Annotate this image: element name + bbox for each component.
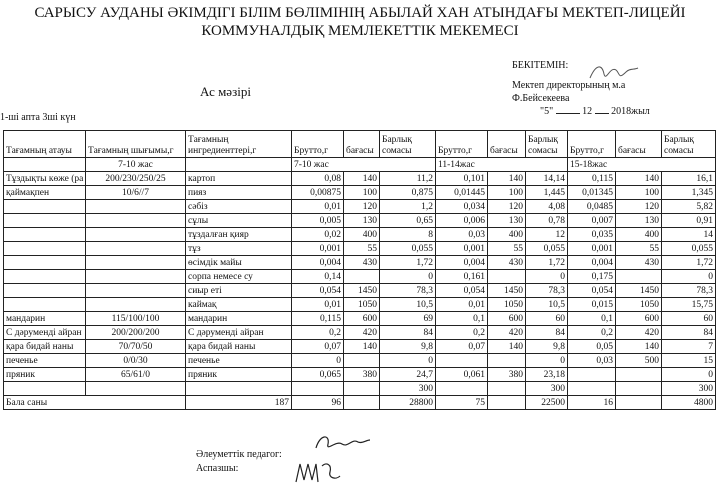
age-group-yield: 7-10 жас bbox=[86, 158, 186, 172]
age-group-row bbox=[4, 158, 716, 172]
cell-p3: 500 bbox=[616, 354, 662, 368]
cell-p1: 120 bbox=[344, 200, 380, 214]
cell-g1: 0,08 bbox=[292, 172, 344, 186]
cell-yield bbox=[86, 284, 186, 298]
cell-p2: 1050 bbox=[488, 298, 526, 312]
cell-s3: 0,055 bbox=[662, 242, 716, 256]
cell-p1: 380 bbox=[344, 368, 380, 382]
cell-dish bbox=[4, 284, 86, 298]
col-price-2: бағасы bbox=[488, 131, 526, 158]
cell-g2: 0,01 bbox=[436, 298, 488, 312]
cell-s2: 12 bbox=[526, 228, 568, 242]
col-yield: Тағамның шығымы,г bbox=[86, 131, 186, 158]
cell-p1 bbox=[344, 354, 380, 368]
cell-g1 bbox=[292, 382, 344, 396]
cell-s3: 0 bbox=[662, 368, 716, 382]
cell-p2: 380 bbox=[488, 368, 526, 382]
cell-g3: 0,2 bbox=[568, 326, 616, 340]
children-count-row bbox=[4, 396, 716, 410]
cell-p1: 140 bbox=[344, 172, 380, 186]
cell-g1: 0 bbox=[292, 354, 344, 368]
cell-p3: 400 bbox=[616, 228, 662, 242]
cell-s1: 1,72 bbox=[380, 256, 436, 270]
cell-s3: 0 bbox=[662, 270, 716, 284]
cell-p2: 1450 bbox=[488, 284, 526, 298]
cell-g2 bbox=[436, 382, 488, 396]
cell-yield bbox=[86, 242, 186, 256]
cell-p2: 55 bbox=[488, 242, 526, 256]
cell-s1: 0 bbox=[380, 354, 436, 368]
cell-ing: С дәрумендi айран bbox=[186, 326, 292, 340]
table-header-row bbox=[4, 131, 716, 158]
cell-ing: өсімдік майы bbox=[186, 256, 292, 270]
cell-dish: пряник bbox=[4, 368, 86, 382]
cell-g3: 0,001 bbox=[568, 242, 616, 256]
cell-s1: 300 bbox=[380, 382, 436, 396]
cell-s2: 0 bbox=[526, 354, 568, 368]
menu-title: Ас мәзірі bbox=[200, 84, 251, 99]
cell-s2: 1,445 bbox=[526, 186, 568, 200]
cell-g1: 0,00875 bbox=[292, 186, 344, 200]
col-total-3: Барлық сомасы bbox=[662, 131, 716, 158]
cell-p1: 130 bbox=[344, 214, 380, 228]
cell-yield: 200/230/250/25 bbox=[86, 172, 186, 186]
cell-p3: 140 bbox=[616, 172, 662, 186]
cell-dish: Тұздықты көже (ра bbox=[4, 172, 86, 186]
cell-s3: 16,1 bbox=[662, 172, 716, 186]
col-total-2: Барлық сомасы bbox=[526, 131, 568, 158]
cell-s2: 300 bbox=[526, 382, 568, 396]
cell-s3: 84 bbox=[662, 326, 716, 340]
age-group-3: 15-18жас bbox=[568, 158, 716, 172]
cell-s1: 0,875 bbox=[380, 186, 436, 200]
cell-ing: сұлы bbox=[186, 214, 292, 228]
cell-yield: 0/0/30 bbox=[86, 354, 186, 368]
cell-s2: 0,78 bbox=[526, 214, 568, 228]
cell-p3: 1050 bbox=[616, 298, 662, 312]
col-total-1: Барлық сомасы bbox=[380, 131, 436, 158]
cell-p2: 130 bbox=[488, 214, 526, 228]
week-label: 1-ші апта 3ші күн bbox=[0, 112, 76, 123]
approval-date-day: "5" bbox=[540, 106, 554, 117]
table-row bbox=[4, 186, 716, 200]
cell-g2: 0,161 bbox=[436, 270, 488, 284]
cell-ing: пияз bbox=[186, 186, 292, 200]
cell-p1: 430 bbox=[344, 256, 380, 270]
cell-yield bbox=[86, 200, 186, 214]
cell-p3 bbox=[616, 382, 662, 396]
cell-g1: 0,004 bbox=[292, 256, 344, 270]
cell-yield bbox=[86, 270, 186, 284]
cell-g3: 0,03 bbox=[568, 354, 616, 368]
age-group-2: 11-14жас bbox=[436, 158, 568, 172]
cell-p3: 1450 bbox=[616, 284, 662, 298]
cell-p1: 400 bbox=[344, 228, 380, 242]
cell-yield bbox=[86, 256, 186, 270]
cell-p1: 420 bbox=[344, 326, 380, 340]
cell-g2: 0,101 bbox=[436, 172, 488, 186]
cell-p3: 600 bbox=[616, 312, 662, 326]
col-ingredients: Тағамның ингредиенттері,г bbox=[186, 131, 292, 158]
cell-p2: 400 bbox=[488, 228, 526, 242]
cell-p3 bbox=[616, 270, 662, 284]
cell-s3: 7 bbox=[662, 340, 716, 354]
approval-date bbox=[540, 106, 720, 118]
cell-g1: 0,115 bbox=[292, 312, 344, 326]
children-count-3: 16 bbox=[568, 396, 616, 410]
cell-s2: 4,08 bbox=[526, 200, 568, 214]
cell-dish bbox=[4, 214, 86, 228]
cell-g1: 0,2 bbox=[292, 326, 344, 340]
cell-g1: 0,14 bbox=[292, 270, 344, 284]
cell-g2: 0,061 bbox=[436, 368, 488, 382]
table-row bbox=[4, 312, 716, 326]
cell-s2: 0,055 bbox=[526, 242, 568, 256]
cell-ing: тұз bbox=[186, 242, 292, 256]
cook-signature bbox=[292, 458, 342, 488]
cell-g2: 0,004 bbox=[436, 256, 488, 270]
cell-s1: 69 bbox=[380, 312, 436, 326]
cell-g2: 0,07 bbox=[436, 340, 488, 354]
col-gross-3: Брутто,г bbox=[568, 131, 616, 158]
cell-g3 bbox=[568, 368, 616, 382]
cell-g2: 0,01445 bbox=[436, 186, 488, 200]
cell-dish bbox=[4, 270, 86, 284]
cell-g1: 0,005 bbox=[292, 214, 344, 228]
cell-s2: 84 bbox=[526, 326, 568, 340]
cell-dish: печенье bbox=[4, 354, 86, 368]
table-row bbox=[4, 214, 716, 228]
cell-s2: 1,72 bbox=[526, 256, 568, 270]
table-row bbox=[4, 298, 716, 312]
school-title-line1: САРЫСУ АУДАНЫ ӘКІМДІГІ БІЛІМ БӨЛІМІНІҢ АБЫЛАЙ ХАН АТЫНДАҒЫ МЕКТЕП-ЛИЦЕЙІ bbox=[34, 5, 686, 21]
cell-s3: 0,91 bbox=[662, 214, 716, 228]
table-row bbox=[4, 368, 716, 382]
col-price-3: бағасы bbox=[616, 131, 662, 158]
cell-g2: 0,03 bbox=[436, 228, 488, 242]
cell-s3: 1,345 bbox=[662, 186, 716, 200]
cell-g1: 0,01 bbox=[292, 298, 344, 312]
cell-s2: 9,8 bbox=[526, 340, 568, 354]
cell-g2: 0,034 bbox=[436, 200, 488, 214]
cell-s1: 0 bbox=[380, 270, 436, 284]
cell-s1: 9,8 bbox=[380, 340, 436, 354]
cell-p1: 1050 bbox=[344, 298, 380, 312]
cell-p1: 600 bbox=[344, 312, 380, 326]
cell-g3: 0,05 bbox=[568, 340, 616, 354]
cell-p2: 140 bbox=[488, 172, 526, 186]
cell-g3 bbox=[568, 382, 616, 396]
cell-g2: 0,1 bbox=[436, 312, 488, 326]
approval-position: Мектеп директорының м.а bbox=[512, 80, 626, 91]
cell-s3: 15 bbox=[662, 354, 716, 368]
pedagogue-label: Әлеуметтік педагог: bbox=[196, 449, 282, 460]
cell-s1: 11,2 bbox=[380, 172, 436, 186]
cell-p2: 100 bbox=[488, 186, 526, 200]
cell-p1: 100 bbox=[344, 186, 380, 200]
cell-p1 bbox=[344, 382, 380, 396]
cell-g2: 0,006 bbox=[436, 214, 488, 228]
cell-p3: 430 bbox=[616, 256, 662, 270]
approval-name: Ф.Бейсекеева bbox=[512, 93, 570, 104]
cell-p3: 420 bbox=[616, 326, 662, 340]
cell-dish bbox=[4, 228, 86, 242]
col-gross-1: Брутто,г bbox=[292, 131, 344, 158]
cell-g3: 0,01345 bbox=[568, 186, 616, 200]
cell-g3: 0,175 bbox=[568, 270, 616, 284]
cell-g3: 0,035 bbox=[568, 228, 616, 242]
cell-g1: 0,07 bbox=[292, 340, 344, 354]
cell-p3: 130 bbox=[616, 214, 662, 228]
cell-p2: 140 bbox=[488, 340, 526, 354]
cell-ing: печенье bbox=[186, 354, 292, 368]
cell-s3: 5,82 bbox=[662, 200, 716, 214]
cell-dish bbox=[4, 242, 86, 256]
cell-s1: 1,2 bbox=[380, 200, 436, 214]
cell-g3: 0,115 bbox=[568, 172, 616, 186]
cell-p2: 120 bbox=[488, 200, 526, 214]
cell-ing bbox=[186, 382, 292, 396]
cell-p3: 140 bbox=[616, 340, 662, 354]
approval-title: БЕКІТЕМІН: bbox=[512, 60, 569, 71]
cell-ing: сәбіз bbox=[186, 200, 292, 214]
children-count-2: 75 bbox=[436, 396, 488, 410]
cell-ing: каймақ bbox=[186, 298, 292, 312]
cell-p2: 420 bbox=[488, 326, 526, 340]
cell-p1 bbox=[344, 270, 380, 284]
cell-yield: 10/6//7 bbox=[86, 186, 186, 200]
cell-yield bbox=[86, 382, 186, 396]
cell-s1: 0,055 bbox=[380, 242, 436, 256]
cell-ing: картоп bbox=[186, 172, 292, 186]
cell-dish bbox=[4, 298, 86, 312]
cell-p3: 55 bbox=[616, 242, 662, 256]
cell-s3: 60 bbox=[662, 312, 716, 326]
children-sum-1: 28800 bbox=[380, 396, 436, 410]
cell-yield: 70/70/50 bbox=[86, 340, 186, 354]
cell-g3: 0,0485 bbox=[568, 200, 616, 214]
cell-g2: 0,054 bbox=[436, 284, 488, 298]
cell-dish bbox=[4, 256, 86, 270]
cell-s3: 15,75 bbox=[662, 298, 716, 312]
cell-s2: 10,5 bbox=[526, 298, 568, 312]
school-title-line2: КОММУНАЛДЫҚ МЕМЛЕКЕТТІК МЕКЕМЕСІ bbox=[201, 23, 519, 39]
children-sum-2: 22500 bbox=[526, 396, 568, 410]
table-row bbox=[4, 326, 716, 340]
cell-ing: тұздалған қияр bbox=[186, 228, 292, 242]
cell-g1: 0,054 bbox=[292, 284, 344, 298]
cell-s3: 1,72 bbox=[662, 256, 716, 270]
col-dish: Тағамның атауы bbox=[4, 131, 86, 158]
cell-p2 bbox=[488, 270, 526, 284]
children-label: Бала саны bbox=[4, 396, 186, 410]
cell-p2: 430 bbox=[488, 256, 526, 270]
cell-g3: 0,054 bbox=[568, 284, 616, 298]
cell-g3: 0,007 bbox=[568, 214, 616, 228]
cell-p2: 600 bbox=[488, 312, 526, 326]
director-signature bbox=[588, 60, 640, 84]
table-row bbox=[4, 200, 716, 214]
cell-g1: 0,01 bbox=[292, 200, 344, 214]
cell-s2: 0 bbox=[526, 270, 568, 284]
cell-s1: 8 bbox=[380, 228, 436, 242]
table-row bbox=[4, 228, 716, 242]
cell-s2: 78,3 bbox=[526, 284, 568, 298]
cell-s2: 60 bbox=[526, 312, 568, 326]
cell-s3: 300 bbox=[662, 382, 716, 396]
approval-date-year: 2018жыл bbox=[611, 106, 650, 117]
cell-yield: 115/100/100 bbox=[86, 312, 186, 326]
cell-ing: қара бидай наны bbox=[186, 340, 292, 354]
table-row bbox=[4, 382, 716, 396]
cell-yield bbox=[86, 228, 186, 242]
cell-g2: 0,2 bbox=[436, 326, 488, 340]
cell-s1: 84 bbox=[380, 326, 436, 340]
cell-yield bbox=[86, 298, 186, 312]
cell-dish bbox=[4, 200, 86, 214]
cell-dish: қаймақпен bbox=[4, 186, 86, 200]
children-count-1: 187 bbox=[186, 396, 292, 410]
cell-p1: 55 bbox=[344, 242, 380, 256]
table-row bbox=[4, 284, 716, 298]
cell-g3: 0,1 bbox=[568, 312, 616, 326]
cell-g1: 0,001 bbox=[292, 242, 344, 256]
cell-ing: мандарин bbox=[186, 312, 292, 326]
age-group-1: 7-10 жас bbox=[292, 158, 436, 172]
cell-dish: мандарин bbox=[4, 312, 86, 326]
cell-s2: 23,18 bbox=[526, 368, 568, 382]
cook-label: Аспазшы: bbox=[196, 463, 239, 474]
cell-ing: сиыр еті bbox=[186, 284, 292, 298]
cell-g3: 0,004 bbox=[568, 256, 616, 270]
cell-dish bbox=[4, 382, 86, 396]
table-row bbox=[4, 256, 716, 270]
cell-s3: 14 bbox=[662, 228, 716, 242]
approval-date-month: 12 bbox=[582, 106, 593, 117]
children-sum-3: 4800 bbox=[662, 396, 716, 410]
cell-g2 bbox=[436, 354, 488, 368]
cell-p2 bbox=[488, 382, 526, 396]
cell-g1: 0,02 bbox=[292, 228, 344, 242]
cell-s1: 24,7 bbox=[380, 368, 436, 382]
table-row bbox=[4, 270, 716, 284]
cell-p1: 1450 bbox=[344, 284, 380, 298]
cell-p1: 140 bbox=[344, 340, 380, 354]
cell-p3: 120 bbox=[616, 200, 662, 214]
children-count-1b: 96 bbox=[292, 396, 344, 410]
cell-yield: 200/200/200 bbox=[86, 326, 186, 340]
cell-p3 bbox=[616, 368, 662, 382]
table-row bbox=[4, 354, 716, 368]
col-price-1: бағасы bbox=[344, 131, 380, 158]
col-gross-2: Брутто,г bbox=[436, 131, 488, 158]
cell-dish: қара бидай наны bbox=[4, 340, 86, 354]
table-row bbox=[4, 340, 716, 354]
cell-g3: 0,015 bbox=[568, 298, 616, 312]
table-row bbox=[4, 172, 716, 186]
cell-s1: 0,65 bbox=[380, 214, 436, 228]
cell-dish: С дәрумендi айран bbox=[4, 326, 86, 340]
cell-p2 bbox=[488, 354, 526, 368]
menu-table bbox=[3, 130, 716, 410]
cell-yield: 65/61/0 bbox=[86, 368, 186, 382]
cell-ing: пряник bbox=[186, 368, 292, 382]
cell-yield bbox=[86, 214, 186, 228]
table-row bbox=[4, 242, 716, 256]
pedagogue-signature bbox=[312, 432, 372, 454]
cell-p3: 100 bbox=[616, 186, 662, 200]
cell-ing: сорпа немесе су bbox=[186, 270, 292, 284]
cell-s2: 14,14 bbox=[526, 172, 568, 186]
cell-g1: 0,065 bbox=[292, 368, 344, 382]
cell-g2: 0,001 bbox=[436, 242, 488, 256]
cell-s1: 78,3 bbox=[380, 284, 436, 298]
cell-s3: 78,3 bbox=[662, 284, 716, 298]
cell-s1: 10,5 bbox=[380, 298, 436, 312]
